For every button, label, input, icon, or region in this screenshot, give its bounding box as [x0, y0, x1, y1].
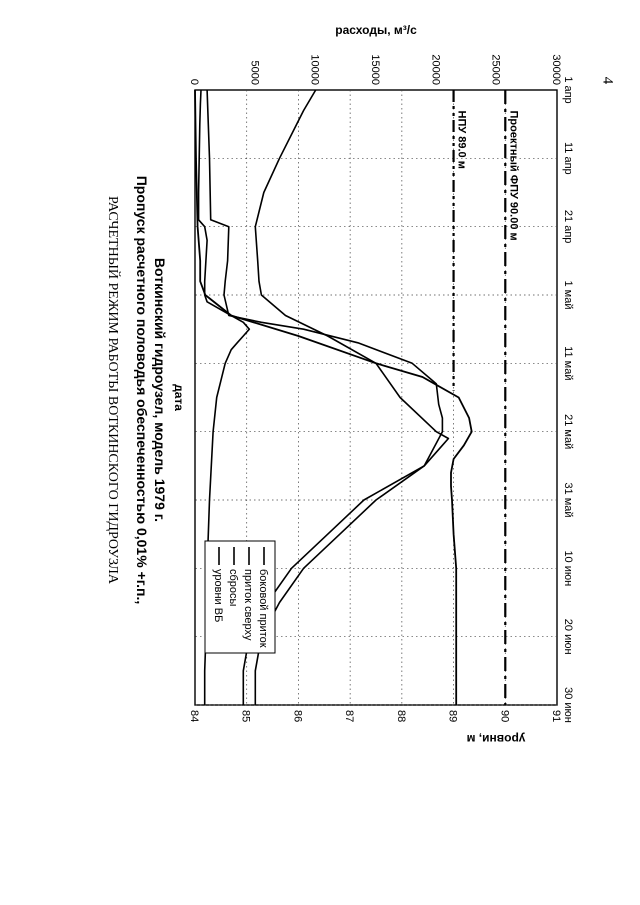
reference-line-label: Проектный ФПУ 90.00 м [507, 110, 520, 241]
y-axis-left-label: расходы, м³/с [335, 23, 417, 37]
y-left-tick-label: 10000 [308, 54, 321, 85]
y-right-tick-label: 87 [343, 710, 356, 723]
chart-subtitle: Воткинский гидроузел, модель 1979 г. [152, 257, 168, 523]
page-number: 4 [598, 76, 615, 85]
x-tick-label: 11 май [562, 346, 574, 381]
legend-entry: сбросы [227, 569, 239, 607]
x-tick-label: 11 апр [562, 141, 574, 175]
legend-entry: приток сверху [242, 569, 254, 641]
reference-line-label: НПУ 89.0 м [455, 110, 468, 169]
x-tick-label: 20 июн [562, 618, 574, 655]
x-tick-label: 21 май [562, 414, 574, 450]
x-tick-label: 31 май [562, 482, 574, 518]
y-left-tick-label: 20000 [429, 54, 442, 85]
series-line [255, 90, 448, 705]
x-tick-label: 30 июн [562, 687, 574, 723]
page-heading: РАСЧЕТНЫЙ РЕЖИМ РАБОТЫ ВОТКИНСКОГО ГИДРОУЗЛА [105, 195, 120, 585]
y-right-tick-label: 86 [291, 710, 304, 723]
x-tick-label: 21 апр [562, 209, 574, 244]
x-axis-label: дата [172, 384, 186, 411]
y-left-tick-label: 5000 [248, 60, 261, 85]
y-left-tick-label: 0 [188, 78, 200, 85]
legend-entry: уровни ВБ [212, 569, 224, 623]
x-tick-label: 1 май [562, 280, 574, 310]
y-right-tick-label: 88 [394, 710, 407, 723]
y-right-tick-label: 85 [239, 710, 252, 723]
y-left-tick-label: 15000 [369, 54, 381, 85]
x-tick-label: 1 апр [562, 76, 574, 104]
y-axis-right-label: уровни, м [466, 732, 526, 746]
y-right-tick-label: 90 [498, 710, 511, 723]
y-right-tick-label: 91 [550, 710, 562, 723]
y-right-tick-label: 89 [446, 710, 459, 723]
legend-entry: боковой приток [257, 569, 269, 648]
y-left-tick-label: 30000 [550, 54, 562, 85]
plot-area [188, 54, 574, 722]
x-tick-label: 10 июн [562, 550, 574, 587]
y-left-tick-label: 25000 [489, 54, 502, 85]
chart-title: Пропуск расчетного половодья обеспеченностью 0,01% +г.п., [134, 175, 150, 605]
y-right-tick-label: 84 [188, 710, 200, 723]
